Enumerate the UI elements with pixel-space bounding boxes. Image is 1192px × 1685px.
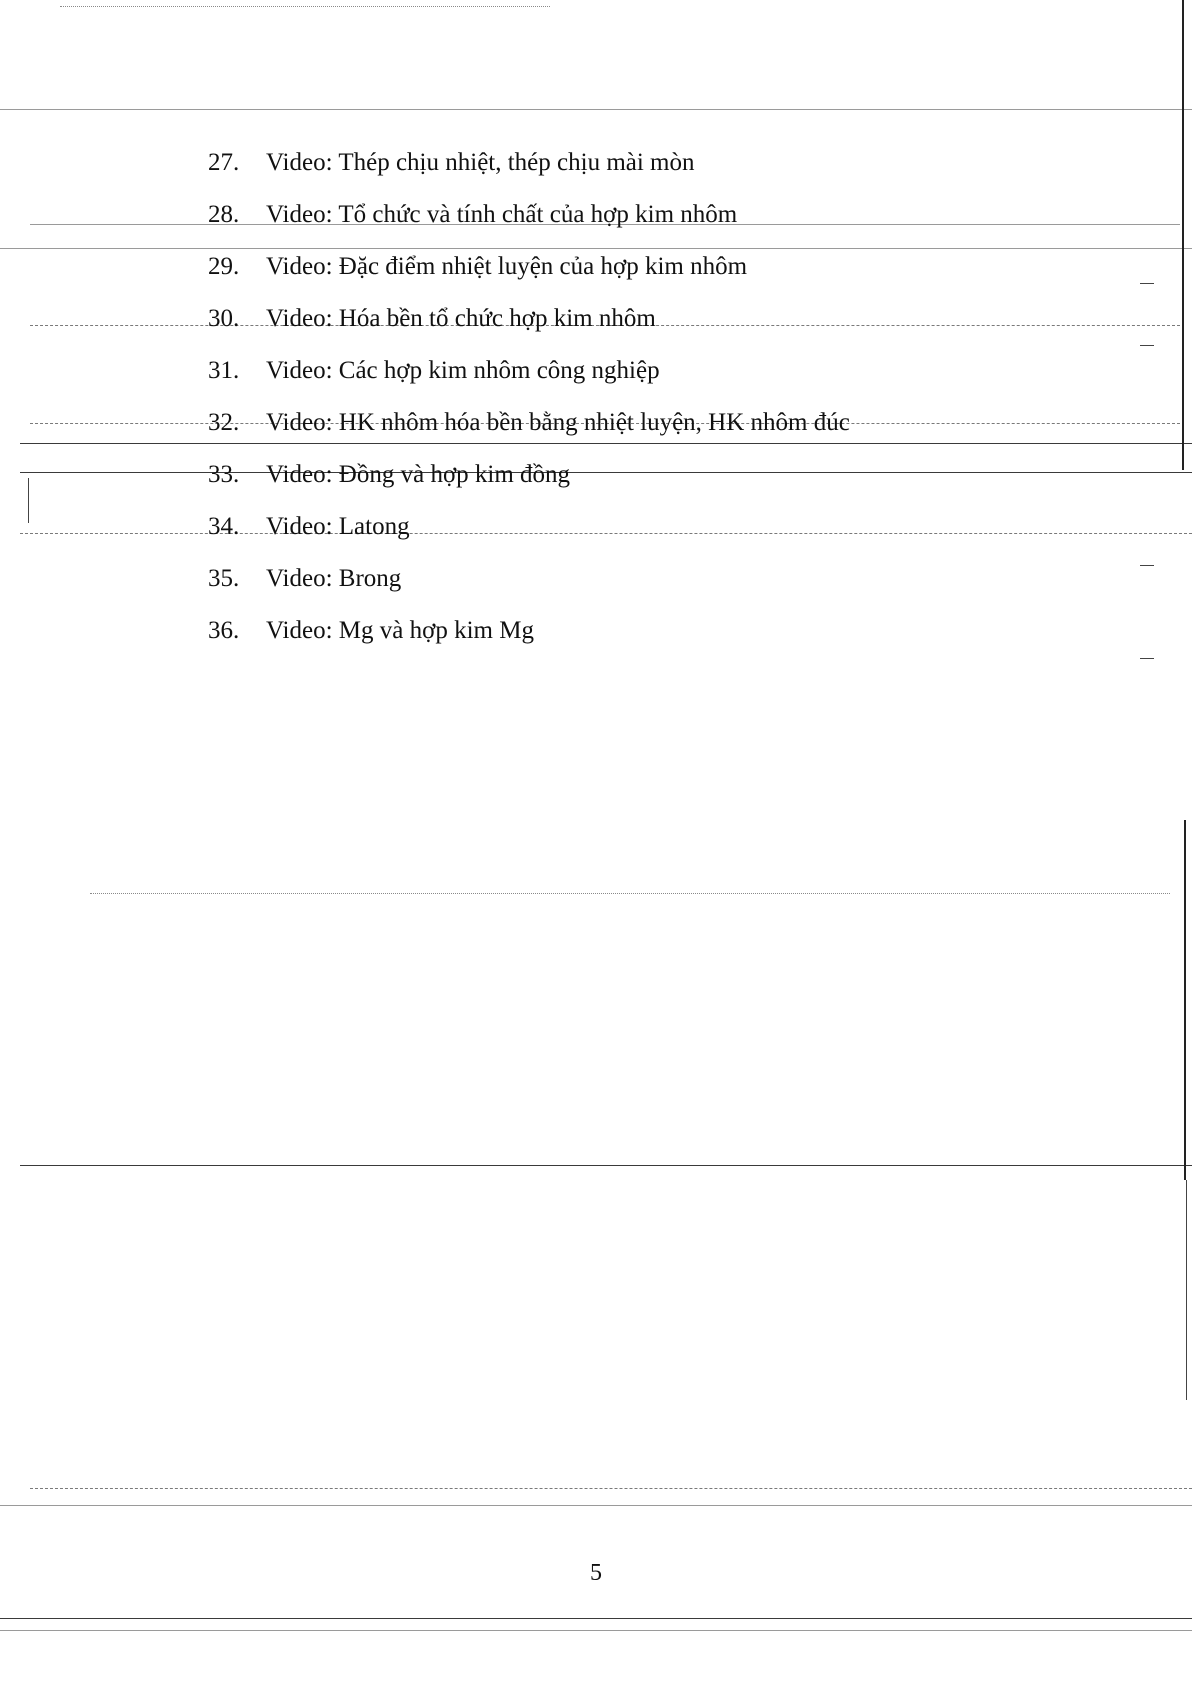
scan-line [0,109,1192,110]
item-text: Video: Latong [266,513,410,540]
list-item [208,145,850,197]
item-number: 30. [208,305,240,332]
item-text: Video: Brong [266,565,402,592]
list-item [208,353,850,405]
list-item [208,613,850,665]
item-text: Video: Đồng và hợp kim đồng [266,461,571,488]
item-number: 34. [208,513,240,540]
item-number: 27. [208,149,240,176]
item-number: 33. [208,461,240,488]
scan-mark [28,478,29,523]
list-item [208,197,850,249]
scan-mark [1140,345,1154,346]
item-number: 36. [208,617,240,644]
item-number: 35. [208,565,240,592]
scan-line [0,1630,1192,1631]
scan-line [30,1488,1192,1489]
scan-mark [1140,658,1154,659]
scan-mark [1140,565,1154,566]
scan-edge [1182,0,1184,470]
item-number: 32. [208,409,240,436]
scan-line [0,1618,1192,1619]
list-item [208,509,850,561]
list-item [208,457,850,509]
list-item [208,561,850,613]
item-text: Video: Hóa bền tổ chức hợp kim nhôm [266,305,656,332]
item-text: Video: Các hợp kim nhôm công nghiệp [266,357,660,384]
scan-edge [1184,820,1186,1180]
list-item [208,405,850,457]
item-text: Video: Mg và hợp kim Mg [266,617,534,644]
list-item [208,249,850,301]
item-text: Video: Tổ chức và tính chất của hợp kim nhôm [266,201,738,228]
list-item [208,301,850,353]
scan-line [60,6,550,7]
scan-line [0,1505,1192,1506]
scan-mark [1140,283,1154,284]
scan-edge [1186,1180,1187,1400]
item-number: 29. [208,253,240,280]
item-number: 31. [208,357,240,384]
scan-line [90,893,1170,894]
item-text: Video: Đặc điểm nhiệt luyện của hợp kim nhôm [266,253,748,280]
video-list [208,145,850,665]
scan-line [20,1165,1192,1166]
page-number: 5 [590,1560,602,1586]
item-text: Video: HK nhôm hóa bền bằng nhiệt luyện, HK nhôm đúc [266,409,850,436]
item-number: 28. [208,201,240,228]
item-text: Video: Thép chịu nhiệt, thép chịu mài mòn [266,149,695,176]
